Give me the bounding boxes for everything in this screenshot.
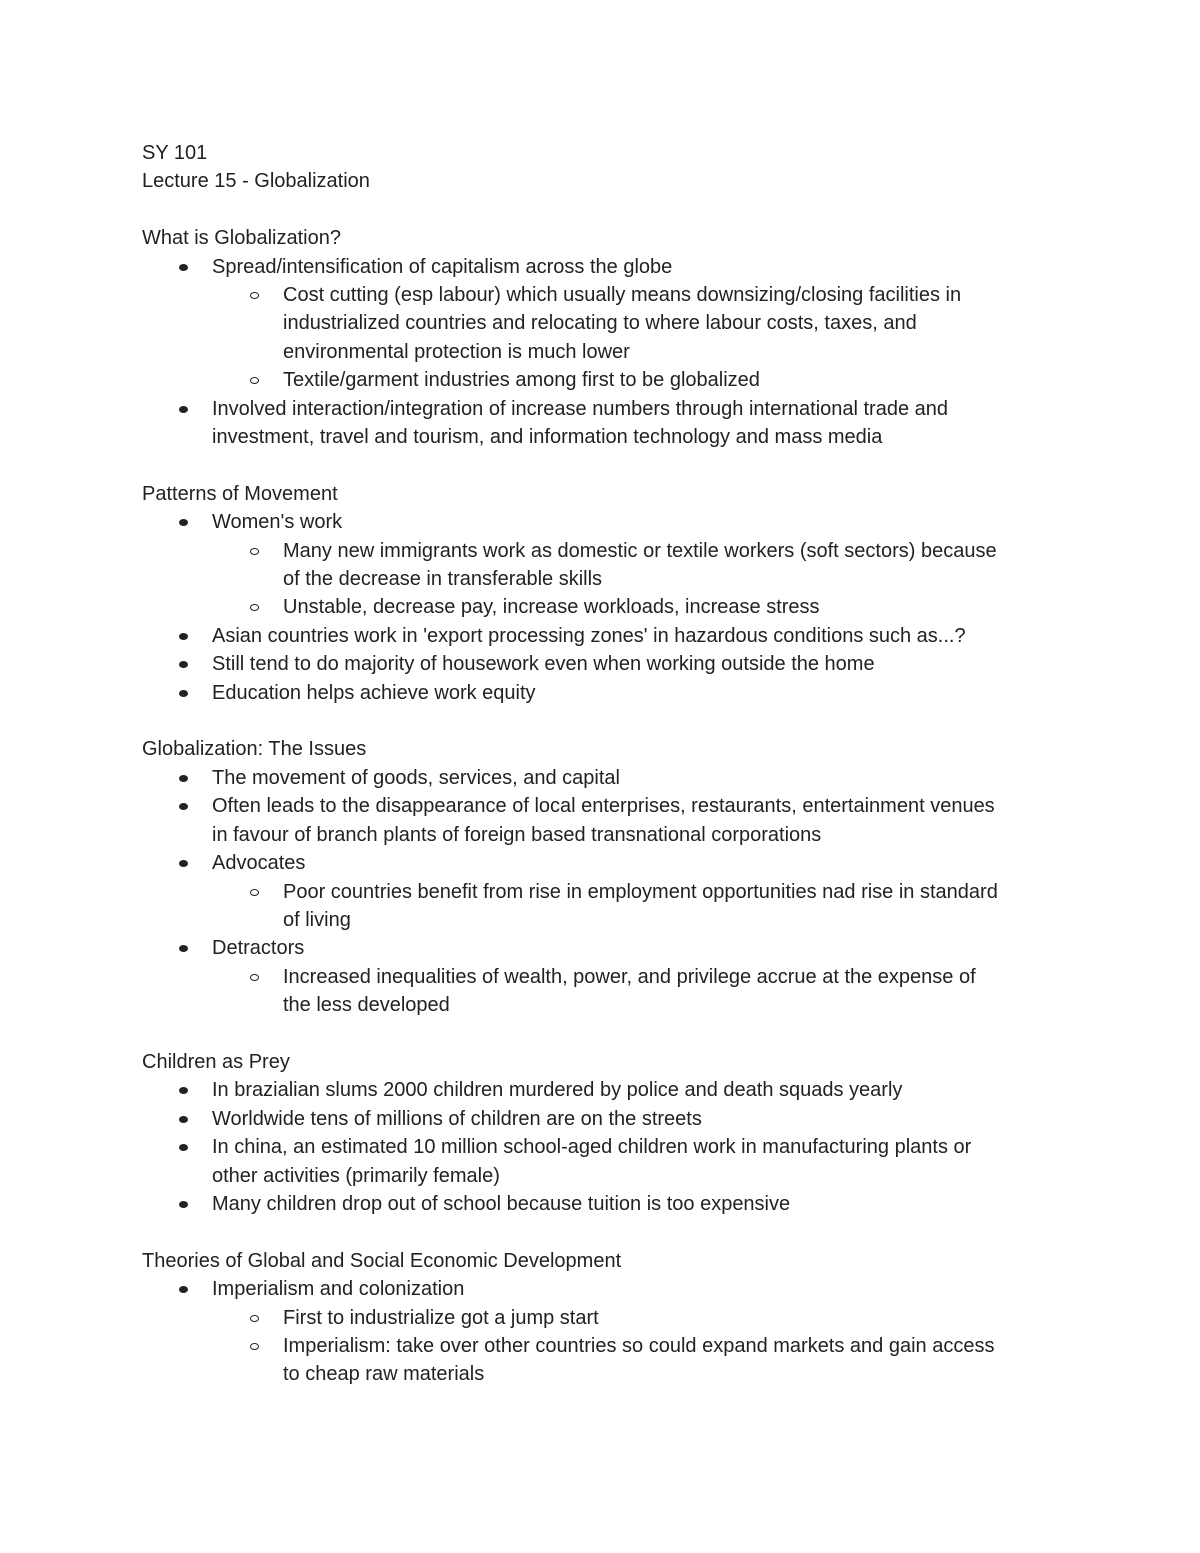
- list-item: [142, 1076, 1102, 1104]
- bullet-dot-icon: [179, 633, 188, 640]
- list-item: [142, 508, 1102, 536]
- sub-list-item: [142, 366, 1102, 394]
- bullet-dot-icon: [179, 860, 188, 867]
- bullet-list: [142, 764, 1102, 1020]
- sub-list-item-text: Imperialism: take over other countries so could expand markets and gain access: [283, 1334, 995, 1357]
- list-item-text: other activities (primarily female): [212, 1164, 500, 1187]
- list-item-text: Still tend to do majority of housework even when working outside the home: [212, 653, 875, 676]
- list-item-text: The movement of goods, services, and capital: [212, 766, 620, 789]
- section-spacer: [142, 451, 1102, 479]
- list-item-text: Education helps achieve work equity: [212, 681, 536, 704]
- bullet-dot-icon: [179, 1201, 188, 1208]
- sub-list-item-text: of living: [283, 908, 351, 931]
- list-item: [142, 1190, 1102, 1218]
- sub-list-item-text: industrialized countries and relocating to where labour costs, taxes, and: [283, 312, 917, 335]
- lecture-title: Lecture 15 - Globalization: [142, 170, 370, 193]
- sub-list-item-text: Poor countries benefit from rise in employment opportunities nad rise in standard: [283, 880, 998, 903]
- sub-list-item-text: of the decrease in transferable skills: [283, 568, 603, 591]
- sub-list-item-text: environmental protection is much lower: [283, 340, 630, 363]
- list-item-text: Advocates: [212, 852, 306, 875]
- list-item-text: In brazialian slums 2000 children murdered by police and death squads yearly: [212, 1079, 903, 1102]
- sub-list-item: [142, 1332, 1102, 1389]
- list-item-text: Involved interaction/integration of increase numbers through international trade and: [212, 397, 949, 420]
- bullet-dot-icon: [179, 1144, 188, 1151]
- bullet-circle-icon: [250, 1315, 259, 1322]
- list-item-text: investment, travel and tourism, and information technology and mass media: [212, 426, 883, 449]
- bullet-list: [142, 253, 1102, 452]
- sub-list-item-text: Cost cutting (esp labour) which usually means downsizing/closing facilities in: [283, 284, 962, 307]
- bullet-dot-icon: [179, 803, 188, 810]
- bullet-circle-icon: [250, 1343, 259, 1350]
- bullet-dot-icon: [179, 264, 188, 271]
- sub-list-item: [142, 537, 1102, 594]
- bullet-circle-icon: [250, 604, 259, 611]
- list-item: [142, 395, 1102, 452]
- section-heading: Globalization: The Issues: [142, 738, 367, 761]
- bullet-dot-icon: [179, 945, 188, 952]
- bullet-circle-icon: [250, 292, 259, 299]
- bullet-list: [142, 508, 1102, 707]
- bullet-list: [142, 1275, 1102, 1389]
- bullet-dot-icon: [179, 519, 188, 526]
- section-spacer: [142, 1020, 1102, 1048]
- sub-list-item-text: Many new immigrants work as domestic or textile workers (soft sectors) because: [283, 539, 997, 562]
- bullet-dot-icon: [179, 775, 188, 782]
- bullet-dot-icon: [179, 690, 188, 697]
- section-spacer: [142, 1218, 1102, 1246]
- sub-list-item-text: to cheap raw materials: [283, 1363, 485, 1386]
- bullet-circle-icon: [250, 889, 259, 896]
- list-item: [142, 849, 1102, 877]
- bullet-circle-icon: [250, 377, 259, 384]
- bullet-dot-icon: [179, 406, 188, 413]
- bullet-dot-icon: [179, 1286, 188, 1293]
- bullet-circle-icon: [250, 974, 259, 981]
- list-item: [142, 622, 1102, 650]
- list-item-text: in favour of branch plants of foreign based transnational corporations: [212, 823, 822, 846]
- section-heading: What is Globalization?: [142, 227, 341, 250]
- sub-list-item: [142, 1304, 1102, 1332]
- notes-body: [142, 196, 1102, 1389]
- list-item-text: Detractors: [212, 937, 305, 960]
- bullet-list: [142, 1076, 1102, 1218]
- list-item: [142, 764, 1102, 792]
- list-item: [142, 1133, 1102, 1190]
- list-item-text: Imperialism and colonization: [212, 1278, 465, 1301]
- sub-list-item: [142, 281, 1102, 366]
- list-item-text: Often leads to the disappearance of local enterprises, restaurants, entertainment venues: [212, 795, 995, 818]
- sub-list-item-text: Unstable, decrease pay, increase workloads, increase stress: [283, 596, 820, 619]
- sub-list-item-text: First to industrialize got a jump start: [283, 1306, 599, 1329]
- sub-list-item: [142, 593, 1102, 621]
- list-item-text: Asian countries work in 'export processing zones' in hazardous conditions such as...?: [212, 624, 966, 647]
- section-spacer: [142, 196, 1102, 224]
- list-item: [142, 253, 1102, 281]
- bullet-dot-icon: [179, 1116, 188, 1123]
- bullet-dot-icon: [179, 661, 188, 668]
- list-item: [142, 1105, 1102, 1133]
- sub-list-item-text: Increased inequalities of wealth, power, and privilege accrue at the expense of: [283, 965, 976, 988]
- list-item-text: Spread/intensification of capitalism across the globe: [212, 255, 673, 278]
- bullet-dot-icon: [179, 1087, 188, 1094]
- section-spacer: [142, 707, 1102, 735]
- list-item-text: Worldwide tens of millions of children are on the streets: [212, 1107, 702, 1130]
- list-item-text: Many children drop out of school because tuition is too expensive: [212, 1192, 791, 1215]
- list-item: [142, 679, 1102, 707]
- course-code: SY 101: [142, 142, 208, 164]
- bullet-circle-icon: [250, 548, 259, 555]
- list-item: [142, 934, 1102, 962]
- list-item: [142, 792, 1102, 849]
- list-item-text: Women's work: [212, 511, 343, 534]
- sub-list-item: [142, 963, 1102, 1020]
- sub-list-item-text: the less developed: [283, 994, 450, 1017]
- section-heading: Patterns of Movement: [142, 482, 338, 505]
- list-item: [142, 1275, 1102, 1303]
- list-item-text: In china, an estimated 10 million school-aged children work in manufacturing plants or: [212, 1136, 972, 1159]
- section-heading: Children as Prey: [142, 1050, 290, 1073]
- document-page: [142, 139, 1102, 1389]
- sub-list-item: [142, 878, 1102, 935]
- list-item: [142, 650, 1102, 678]
- section-heading: Theories of Global and Social Economic Development: [142, 1249, 622, 1272]
- sub-list-item-text: Textile/garment industries among first to be globalized: [283, 369, 760, 392]
